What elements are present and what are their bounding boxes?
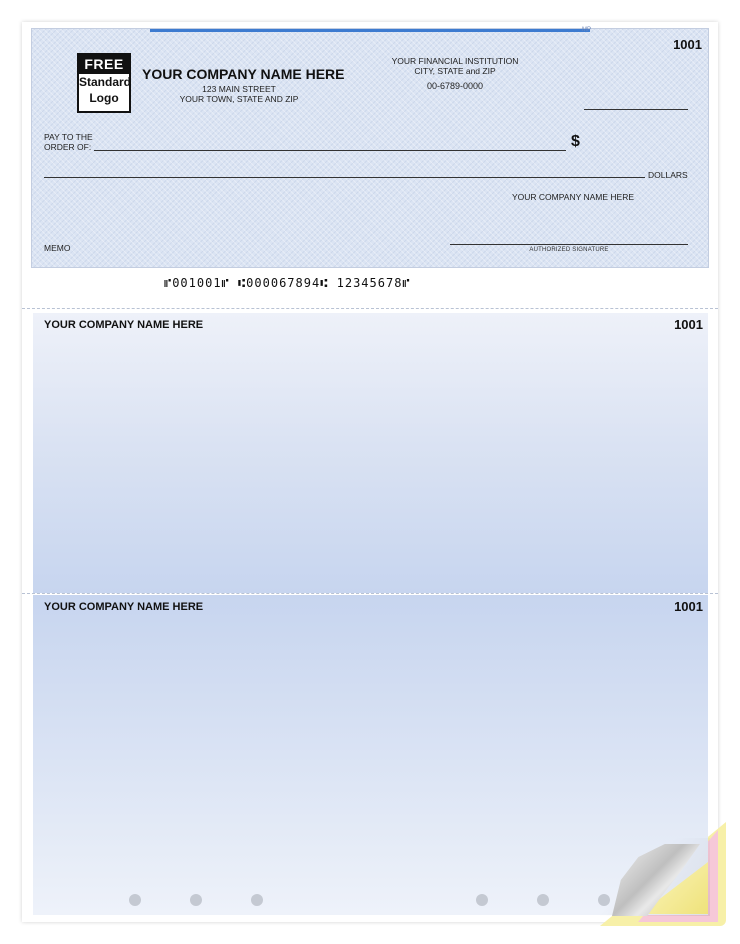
perforation-line-1: [22, 308, 718, 309]
pay-to-label-line1: PAY TO THE: [44, 132, 93, 142]
pay-to-label-line2: ORDER OF:: [44, 142, 92, 152]
bank-name: YOUR FINANCIAL INSTITUTION: [391, 56, 519, 66]
binder-hole: [251, 894, 263, 906]
company-name: YOUR COMPANY NAME HERE: [142, 66, 345, 82]
authorized-signature-label: AUTHORIZED SIGNATURE: [529, 247, 609, 253]
check-face: [31, 28, 709, 268]
check-number: 1001: [673, 37, 702, 52]
logo-line-standard: Standard: [79, 75, 132, 89]
logo-line-free: FREE: [79, 55, 129, 74]
binder-hole: [129, 894, 141, 906]
logo-line-logo: Logo: [89, 91, 119, 105]
dollar-sign: $: [571, 133, 580, 150]
amount-words-line: [44, 177, 645, 178]
pay-to-label: [44, 132, 93, 152]
stub-check-number: 1001: [674, 599, 703, 614]
memo-label: MEMO: [44, 243, 71, 253]
binder-hole: [537, 894, 549, 906]
company-logo: [77, 53, 131, 113]
signature-line: [450, 244, 688, 245]
mp-security-mark: MP: [582, 27, 591, 33]
payee-line: [94, 150, 566, 151]
stub-check-number: 1001: [674, 317, 703, 332]
signer-company-name: YOUR COMPANY NAME HERE: [512, 192, 635, 202]
bank-city: CITY, STATE and ZIP: [414, 66, 496, 76]
perforation-line-2: [22, 593, 718, 594]
micr-line: ⑈001001⑈ ⑆000067894⑆ 12345678⑈: [164, 276, 411, 290]
security-accent-bar: [150, 29, 590, 32]
date-line: [584, 109, 688, 110]
stub-company-name: YOUR COMPANY NAME HERE: [44, 601, 204, 613]
company-town: YOUR TOWN, STATE AND ZIP: [179, 94, 299, 104]
dollars-label: DOLLARS: [648, 170, 688, 180]
binder-hole: [190, 894, 202, 906]
voucher-stub-1: [33, 313, 708, 593]
binder-hole: [476, 894, 488, 906]
routing-fraction: 00-6789-0000: [426, 81, 484, 91]
company-street: 123 MAIN STREET: [202, 84, 276, 94]
stub-company-name: YOUR COMPANY NAME HERE: [44, 319, 204, 331]
